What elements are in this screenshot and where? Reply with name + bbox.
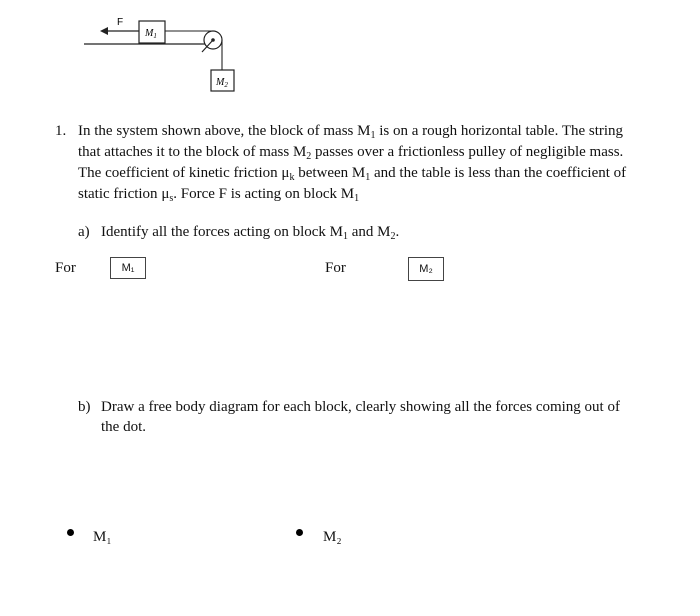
question-text: In the system shown above, the block of mass $M_1$ is on a rough horizontal table. The string that attaches it to the block of mass $M_2$ passes over a frictionless pulley of negligible mass. The coefficient of kinetic friction $\mu_k$ between $M_1$ and the table is less than the coefficient of static friction $\mu_s$. Force F is acting on block $M_1$: [78, 123, 627, 204]
block2-label: $M_2$: [216, 77, 228, 89]
part-b-text: Draw a free body diagram for each block, clearly showing all the forces coming out of the dot.: [101, 399, 620, 435]
force-label: F: [117, 17, 124, 28]
for-label-1: For: [55, 260, 76, 276]
m1-box: M₁: [110, 257, 146, 279]
fbd-dot-m2: [296, 529, 303, 536]
question-number: 1.: [55, 123, 67, 139]
for-label-2: For: [325, 260, 346, 276]
part-a-text: Identify all the forces acting on block $M_1$ and $M_2$.: [101, 224, 400, 242]
m2-box: M₂: [408, 257, 444, 281]
fbd-dot-m1: [67, 529, 74, 536]
fbd-label-m2: M₂: [323, 529, 342, 545]
force-arrowhead: [100, 27, 108, 35]
part-a-label: a): [78, 224, 90, 240]
part-b-label: b): [78, 399, 91, 415]
fbd-label-m1: M₁: [93, 529, 112, 545]
block1-label: $M_1$: [145, 28, 157, 40]
pulley-diagram: [0, 0, 700, 120]
